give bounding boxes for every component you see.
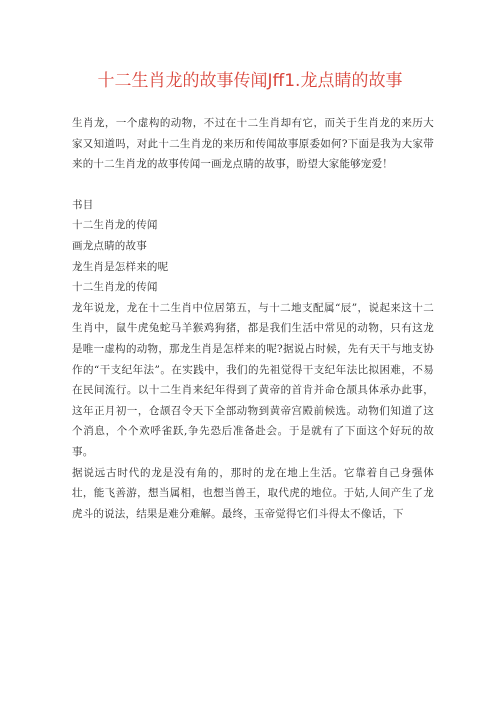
paragraph-spacer (72, 175, 434, 195)
document-body (72, 113, 434, 524)
intro-paragraph: 生肖龙，一个虚构的动物，不过在十二生肖却有它，而关于生肖龙的来历大家又知道吗，对此十二生肖龙的来历和传闻故事原委如何?下面是我为大家带来的十二生肖龙的故事传闻一画龙点睛的故事，盼望大家能够宠爱！ (72, 117, 434, 171)
toc-item: 画龙点睛的故事 (72, 239, 147, 252)
document-title: 十二生肖龙的故事传闻Jff1.龙点睛的故事 (97, 71, 403, 91)
toc-item: 十二生肖龙的传闻 (72, 281, 158, 294)
toc-item: 龙生肖是怎样来的呢 (72, 260, 169, 273)
toc-item: 十二生肖龙的传闻 (72, 219, 158, 232)
toc-heading: 书目 (72, 198, 94, 211)
body-paragraph: 据说远古时代的龙是没有角的，那时的龙在地上生活。它靠着自己身强体壮，能飞善游，想当属相，也想当兽王，取代虎的地位。于姑,人间产生了龙虎斗的说法，结果是难分难解。最终，玉帝觉得它们斗得太不像话，下 (72, 466, 434, 520)
body-paragraph: 龙年说龙，龙在十二生肖中位居第五，与十二地支配属“辰”，说起来这十二生肖中，鼠牛虎兔蛇马羊猴鸡狗猪，都是我们生活中常见的动物，只有这龙是唯一虚构的动物，那龙生肖是怎样来的呢?据说占时候，先有天干与地支协作的“干支纪年法”。在实践中，我们的先祖觉得干支纪年法比拟困难，不易在民间流行。以十二生肖来纪年得到了黄帝的首肯并命仓颉具体承办此事，这年正月初一，仓颉召令天下全部动物到黄帝宫殿前候选。动物们知道了这个消息，个个欢呼雀跃,争先恐后准备赴会。于是就有了下面这个好玩的故事。 (72, 301, 434, 458)
